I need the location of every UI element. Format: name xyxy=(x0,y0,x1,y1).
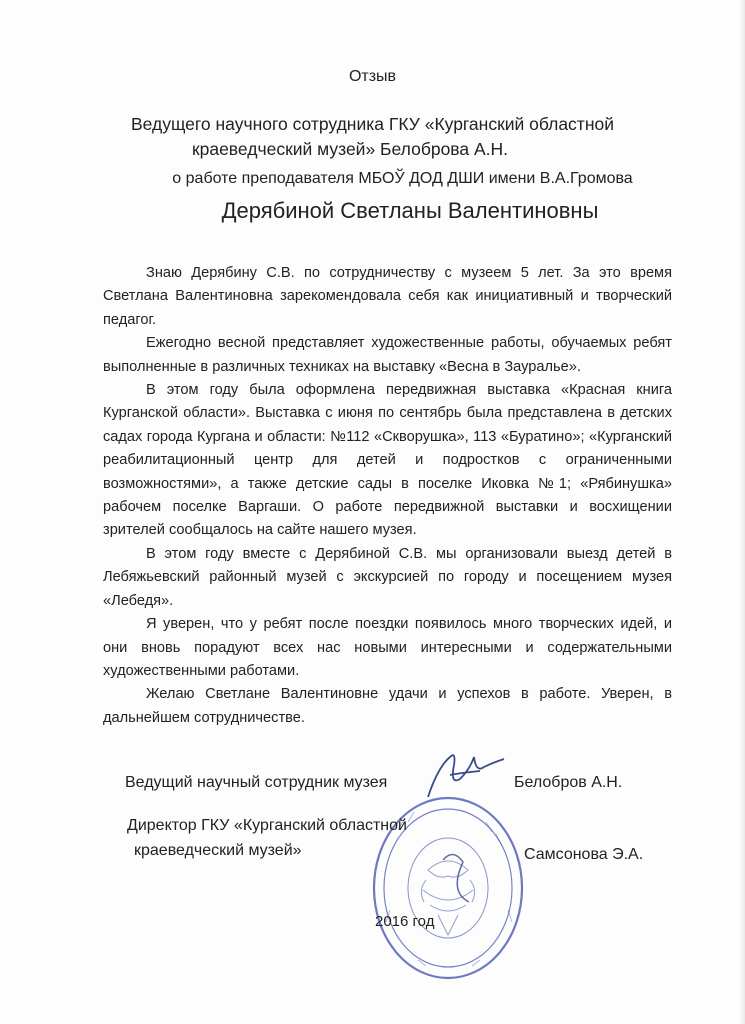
reviewer-line-2: краеведческий музей» Белоброва А.Н. xyxy=(191,139,509,159)
subject-line: о работе преподавателя МБОЎ ДОД ДШИ имени В.А.Громова xyxy=(172,170,633,187)
paragraph-5: Я уверен, что у ребят после поездки появилось много творческих идей, и они вновь порадуют всех нас новыми интересными и содержательными художественными работами. xyxy=(103,616,672,679)
signer-1-title: Ведущий научный сотрудник музея xyxy=(125,774,388,791)
signer-2-title-line-2: краеведческий музей» xyxy=(134,842,302,859)
paragraph-2: Ежегодно весной представляет художественные работы, обучаемых ребят выполненные в различных техниках на выставку «Весна в Зауралье». xyxy=(103,335,672,375)
scan-edge-shadow xyxy=(739,0,745,1024)
paragraph-4: В этом году вместе с Дерябиной С.В. мы организовали выезд детей в Лебяжьевский районный музей с экскурсией по городу и посещением музея «Лебедя». xyxy=(103,545,672,609)
paragraph-6: Желаю Светлане Валентиновне удачи и успехов в работе. Уверен, в дальнейшем сотрудничестве. xyxy=(103,686,672,726)
teacher-name: Дерябиной Светланы Валентиновны xyxy=(221,198,599,223)
document-year: 2016 год xyxy=(375,913,435,930)
signer-1-name: Белобров А.Н. xyxy=(514,774,623,791)
signature-belobrov xyxy=(420,745,515,805)
review-body xyxy=(103,262,672,730)
document-title: Отзыв xyxy=(348,68,397,85)
paragraph-3: В этом году была оформлена передвижная выставка «Красная книга Курганской области». Выставка с июня по сентябрь была представлена в детских садах города Кургана и области: №112 «Скворушка», 113 «Буратино»; «Курганский реабилитационный центр для детей и подростков с ограниченными возможностями», а также детские сады в поселке Иковка №1; «Рябинушка» рабочем поселке Варгаши. О работе передвижной выставки и восхищении зрителей сообщалось на сайте нашего музея. xyxy=(103,382,672,539)
paragraph-1: Знаю Дерябину С.В. по сотрудничеству с музеем 5 лет. За это время Светлана Валентиновна зарекомендовала себя как инициативный и творческий педагог. xyxy=(103,265,672,328)
signer-2-title-line-1: Директор ГКУ «Курганский областной xyxy=(127,817,407,834)
reviewer-line-1: Ведущего научного сотрудника ГКУ «Курганский областной xyxy=(131,114,614,134)
signer-2-name: Самсонова Э.А. xyxy=(524,846,644,863)
